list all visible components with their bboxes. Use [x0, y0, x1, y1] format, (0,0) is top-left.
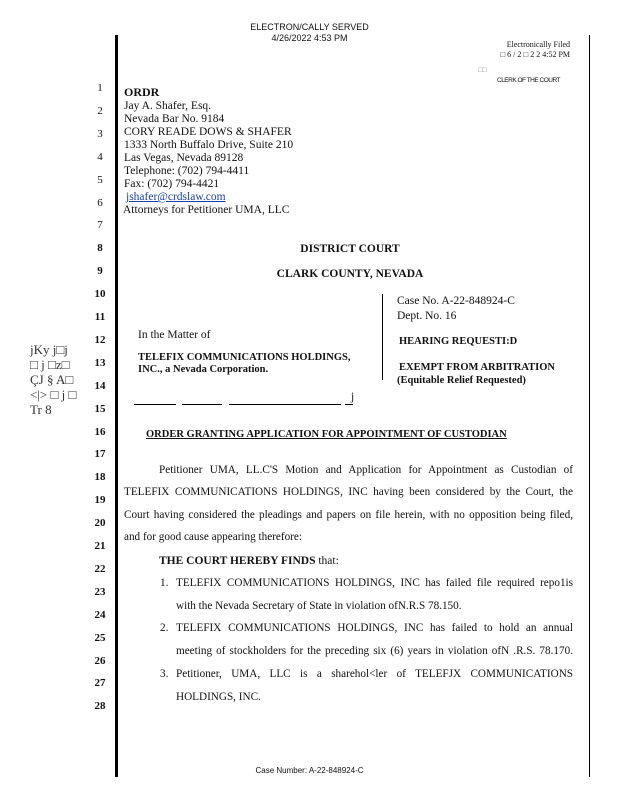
caption-rule — [345, 404, 353, 405]
equitable-relief: (Equitable Relief Requested) — [397, 375, 526, 386]
line-number: 8 — [97, 242, 103, 255]
line-number: 22 — [94, 562, 106, 575]
finding-number: 1. — [160, 577, 169, 589]
line-number: 9 — [97, 265, 103, 278]
party-name-line1: TELEFIX COMMUNICATIONS HOLDINGS, — [138, 352, 351, 363]
order-title: ORDER GRANTING APPLICATION FOR APPOINTMENT OF CUSTODIAN — [146, 429, 507, 440]
paragraph-line: Petitioner UMA, LL.C'S Motion and Application for Appointment as Custodian of — [159, 464, 573, 476]
line-number: 19 — [94, 494, 106, 507]
line-number: 26 — [94, 654, 106, 667]
caption-rule — [134, 404, 176, 405]
filed-label: Electronically Filed — [506, 40, 570, 49]
party-name-line2: INC., a Nevada Corporation. — [138, 364, 269, 375]
line-number: 12 — [94, 333, 106, 346]
line-number: 24 — [94, 608, 106, 621]
caption-divider — [382, 294, 383, 380]
left-margin-rule — [115, 35, 118, 777]
filed-stamp — [470, 40, 570, 60]
court-finds-rest: that: — [315, 555, 339, 567]
line-number: 25 — [94, 631, 106, 644]
case-number: Case No. A-22-848924-C — [397, 295, 515, 307]
paragraph-line: and for good cause appearing therefore: — [124, 531, 302, 543]
attorney-line: 1333 North Buffalo Drive, Suite 210 — [124, 139, 294, 151]
in-the-matter: In the Matter of — [138, 329, 211, 341]
finding-line: HOLDINGS, INC. — [176, 691, 261, 703]
line-number: 1 — [97, 82, 103, 94]
line-number: 7 — [97, 219, 103, 232]
finding-number: 3. — [160, 668, 169, 680]
attorneys-for: Attorneys for Petitioner UMA, LLC — [123, 204, 290, 216]
line-number: 21 — [94, 540, 106, 552]
caption-rule — [182, 404, 222, 405]
filed-date: □ 6 / 2 □ 2 2 4:52 PM — [500, 50, 570, 59]
line-number: 5 — [97, 173, 103, 186]
line-number: 11 — [94, 311, 106, 323]
line-number: 20 — [94, 517, 106, 530]
paragraph-line: Court having considered the pleadings and papers on file herein, with no opposition being filed, — [124, 509, 573, 521]
exempt-from-arbitration: EXEMPT FROM ARBITRATION — [399, 362, 555, 373]
line-number: 3 — [97, 127, 103, 140]
line-number: 23 — [94, 585, 106, 598]
finding-line: TELEFIX COMMUNICATIONS HOLDINGS, INC has failed to hold an annual — [176, 622, 573, 634]
served-date: 4/26/2022 4:53 PM — [271, 33, 348, 43]
line-number: 16 — [94, 425, 106, 438]
paragraph-line: TELEFIX COMMUNICATIONS HOLDINGS, INC having been considered by the Court, the — [124, 486, 573, 498]
attorney-line: Jay A. Shafer, Esq. — [124, 100, 212, 112]
finding-line: TELEFIX COMMUNICATIONS HOLDINGS, INC has failed file required repo1is — [176, 577, 573, 589]
finding-line: with the Nevada Secretary of State in violation ofN.R.S 78.150. — [176, 600, 462, 612]
department-number: Dept. No. 16 — [397, 310, 457, 322]
stamp-boxes: □□ — [478, 66, 487, 74]
caption-rule — [229, 404, 341, 405]
attorney-line: Las Vegas, Nevada 89128 — [124, 152, 244, 164]
line-number: 4 — [97, 150, 103, 163]
attorney-email-link[interactable]: jshafer@crdslaw.com — [126, 191, 226, 203]
document-code: ORDR — [124, 85, 160, 99]
served-label: ELECTRON/CALLY SERVED — [250, 22, 369, 32]
court-finds-bold: THE COURT HEREBY FINDS — [159, 555, 316, 567]
finding-line: meeting of stockholders for the preceding six (6) years in violation ofN .R.S. 78.170. — [176, 645, 573, 657]
attorney-line: Fax: (702) 794-4421 — [124, 178, 220, 190]
attorney-line: CORY READE DOWS & SHAFER — [124, 126, 292, 138]
line-number: 15 — [94, 402, 106, 415]
line-number: 2 — [97, 104, 103, 117]
caption-mark: j — [351, 391, 355, 403]
hearing-requested: HEARING REQUESTI:D — [399, 336, 518, 347]
finding-line: Petitioner, UMA, LLC is a sharehol<ler of TELEFJX COMMUNICATIONS — [176, 668, 573, 680]
attorney-line: Nevada Bar No. 9184 — [124, 113, 225, 125]
line-number: 6 — [97, 196, 103, 209]
firm-logo-artifact: jKy j□j □ j □z□ ÇJ § A□ <|> □ j □ Tr 8 — [30, 342, 77, 417]
attorney-line: Telephone: (702) 794-4411 — [124, 165, 250, 177]
footer-case-number: Case Number: A-22-848924-C — [255, 766, 364, 775]
clerk-label: CLERK OF THE COURT — [497, 77, 560, 84]
finding-number: 2. — [160, 622, 169, 634]
court-county: CLARK COUNTY, NEVADA — [276, 268, 424, 280]
line-number: 10 — [94, 288, 106, 301]
line-number: 17 — [94, 448, 106, 461]
line-number: 13 — [94, 356, 106, 369]
court-finds-heading — [159, 555, 339, 567]
court-name: DISTRICT COURT — [300, 243, 400, 255]
line-number: 28 — [94, 700, 106, 713]
line-number: 18 — [94, 471, 106, 484]
line-number: 27 — [94, 677, 106, 690]
right-margin-rule — [589, 35, 590, 777]
line-number: 14 — [94, 379, 106, 392]
